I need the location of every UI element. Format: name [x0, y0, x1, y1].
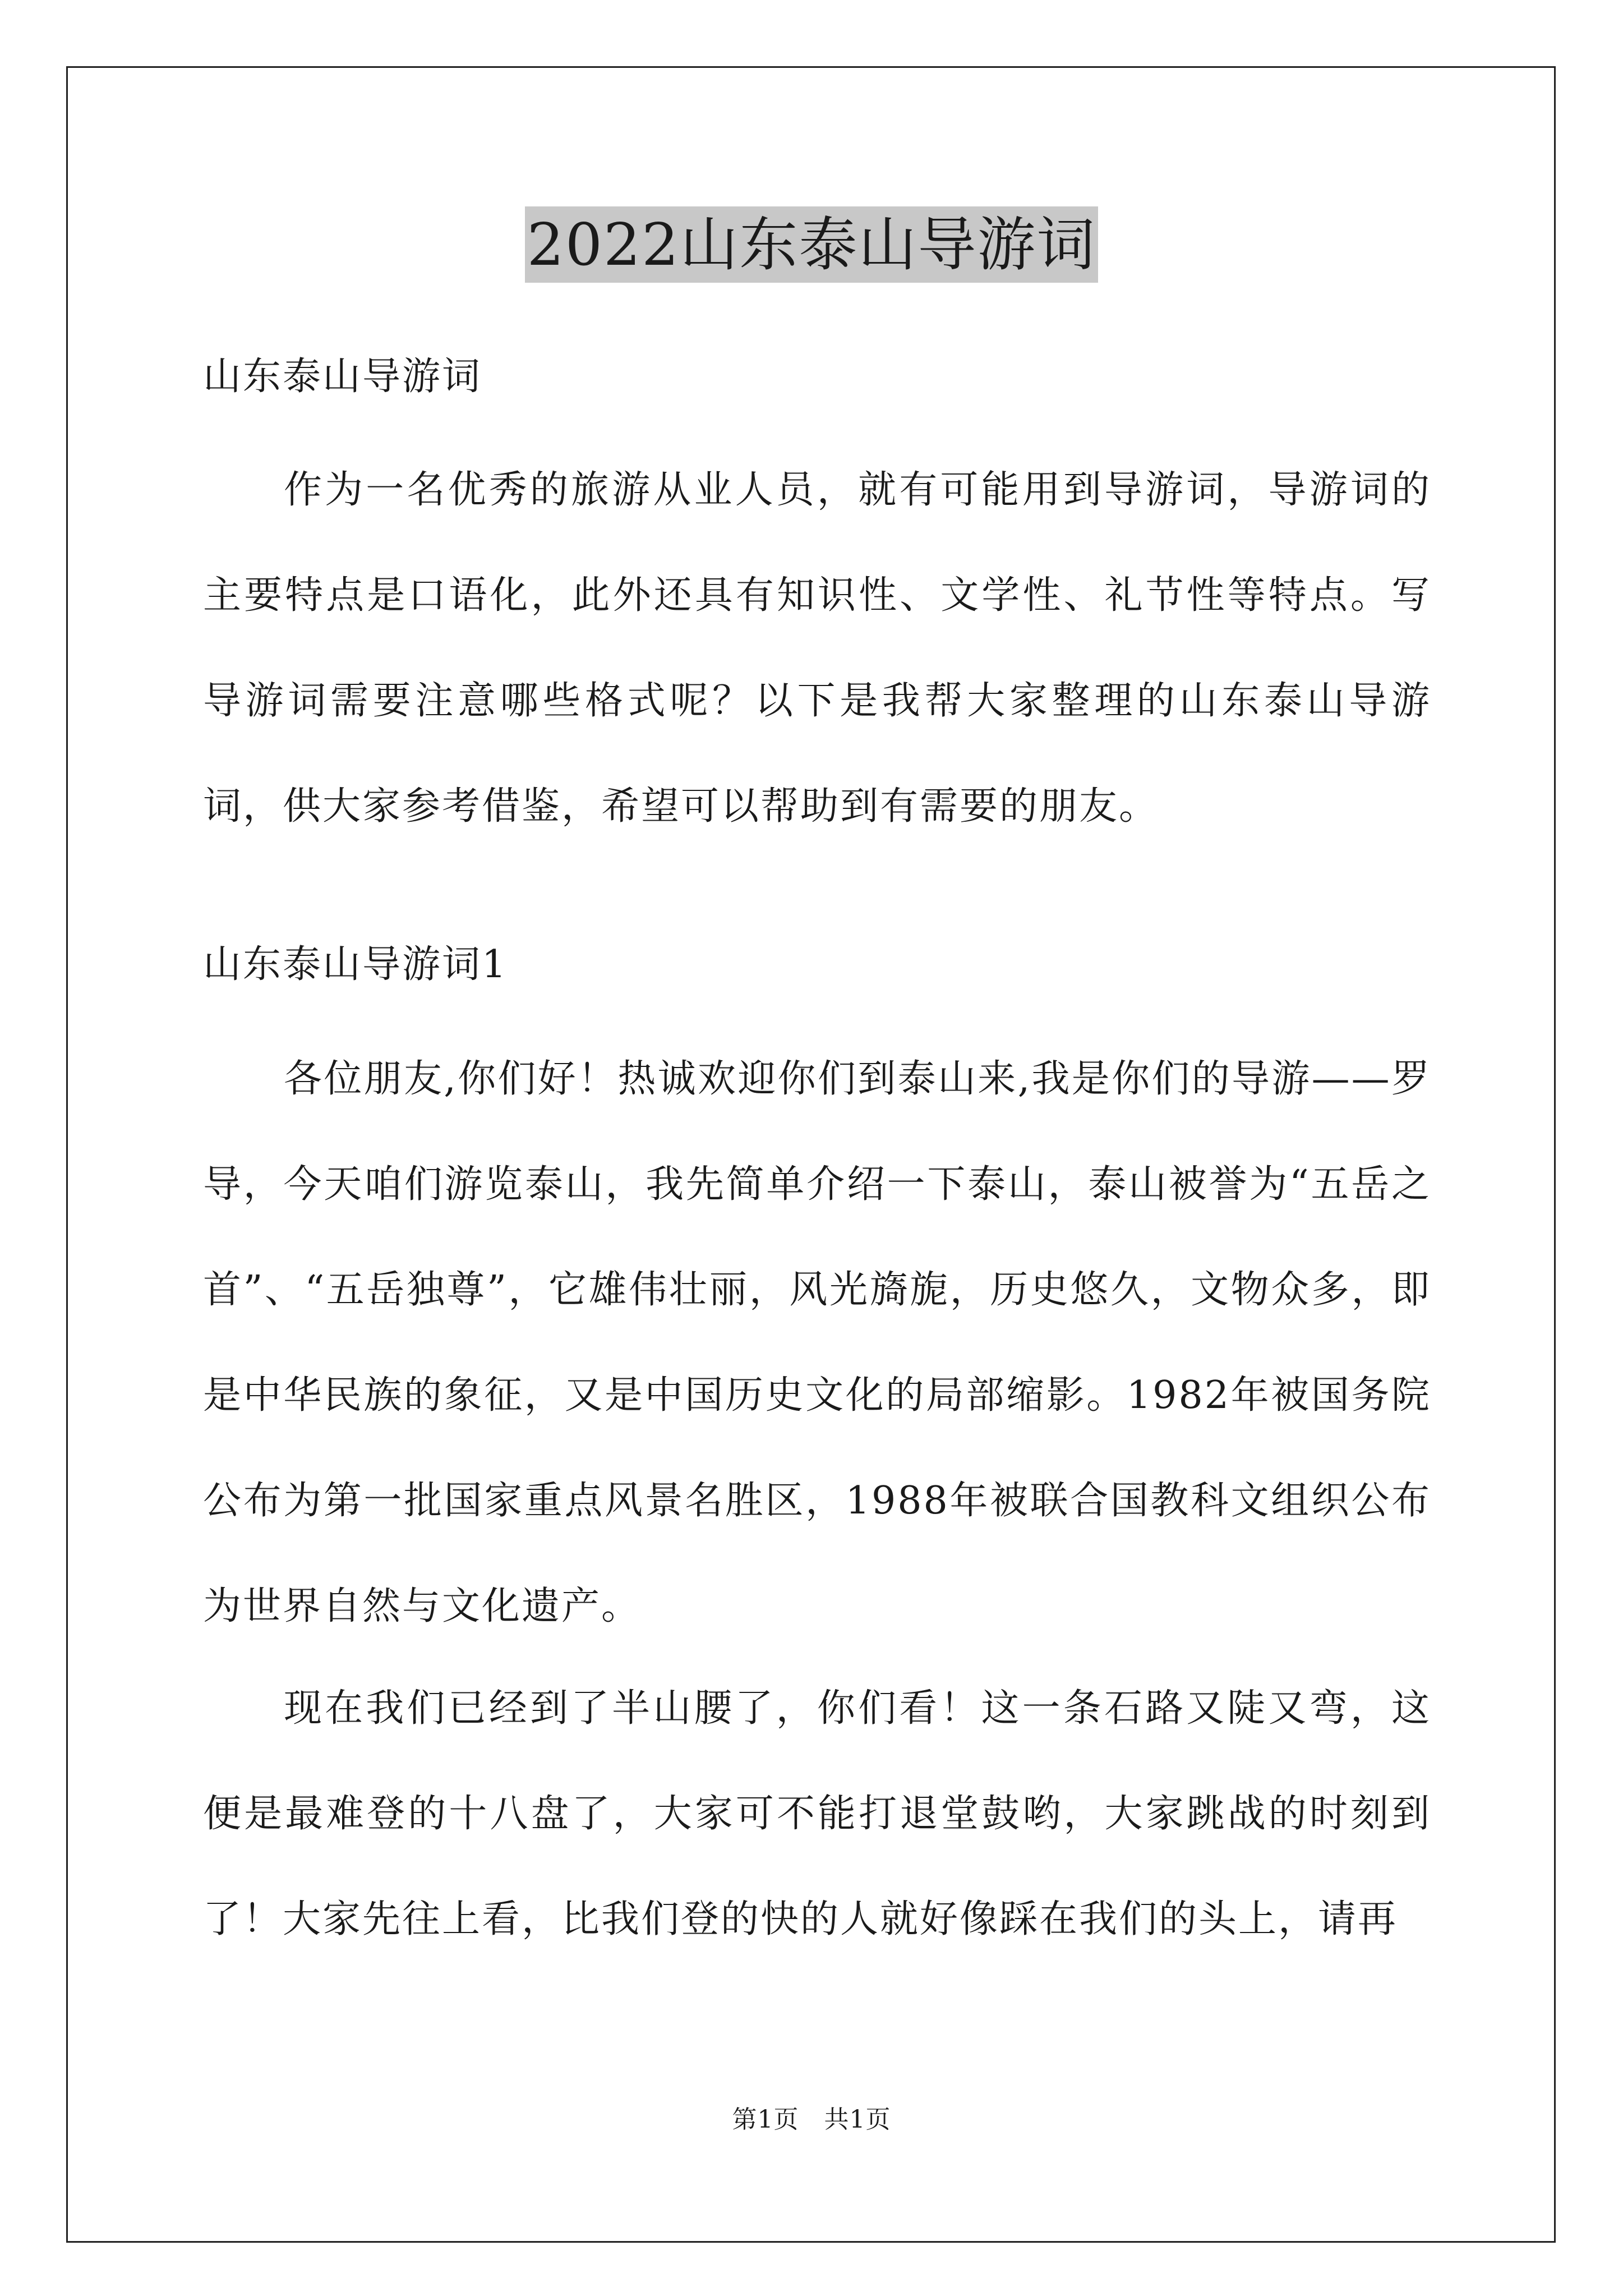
page-number: 第1页 共1页: [732, 2105, 891, 2134]
document-title: 2022山东泰山导游词: [525, 206, 1099, 283]
intro-heading: 山东泰山导游词: [203, 355, 482, 399]
section-heading: 山东泰山导游词1: [203, 942, 508, 987]
title-container: [0, 206, 1623, 283]
section-paragraph-2: 现在我们已经到了半山腰了，你们看！这一条石路又陡又弯，这便是最难登的十八盘了，大家可不能打退堂鼓哟，大家跳战的时刻到了！大家先往上看，比我们登的快的人就好像踩在我们的头上，请再: [203, 1686, 1431, 1941]
intro-paragraph: 作为一名优秀的旅游从业人员，就有可能用到导游词，导游词的主要特点是口语化，此外还具有知识性、文学性、礼节性等特点。写导游词需要注意哪些格式呢？以下是我帮大家整理的山东泰山导游词，供大家参考借鉴，希望可以帮助到有需要的朋友。: [203, 468, 1431, 829]
section-paragraph-1: 各位朋友,你们好！热诚欢迎你们到泰山来,我是你们的导游——罗导，今天咱们游览泰山，我先简单介绍一下泰山，泰山被誉为“五岳之首”、“五岳独尊”，它雄伟壮丽，风光旖旎，历史悠久，文物众多，即是中华民族的象征，又是中国历史文化的局部缩影。1982年被国务院公布为第一批国家重点风景名胜区，1988年被联合国教科文组织公布为世界自然与文化遗产。: [203, 1057, 1431, 1628]
